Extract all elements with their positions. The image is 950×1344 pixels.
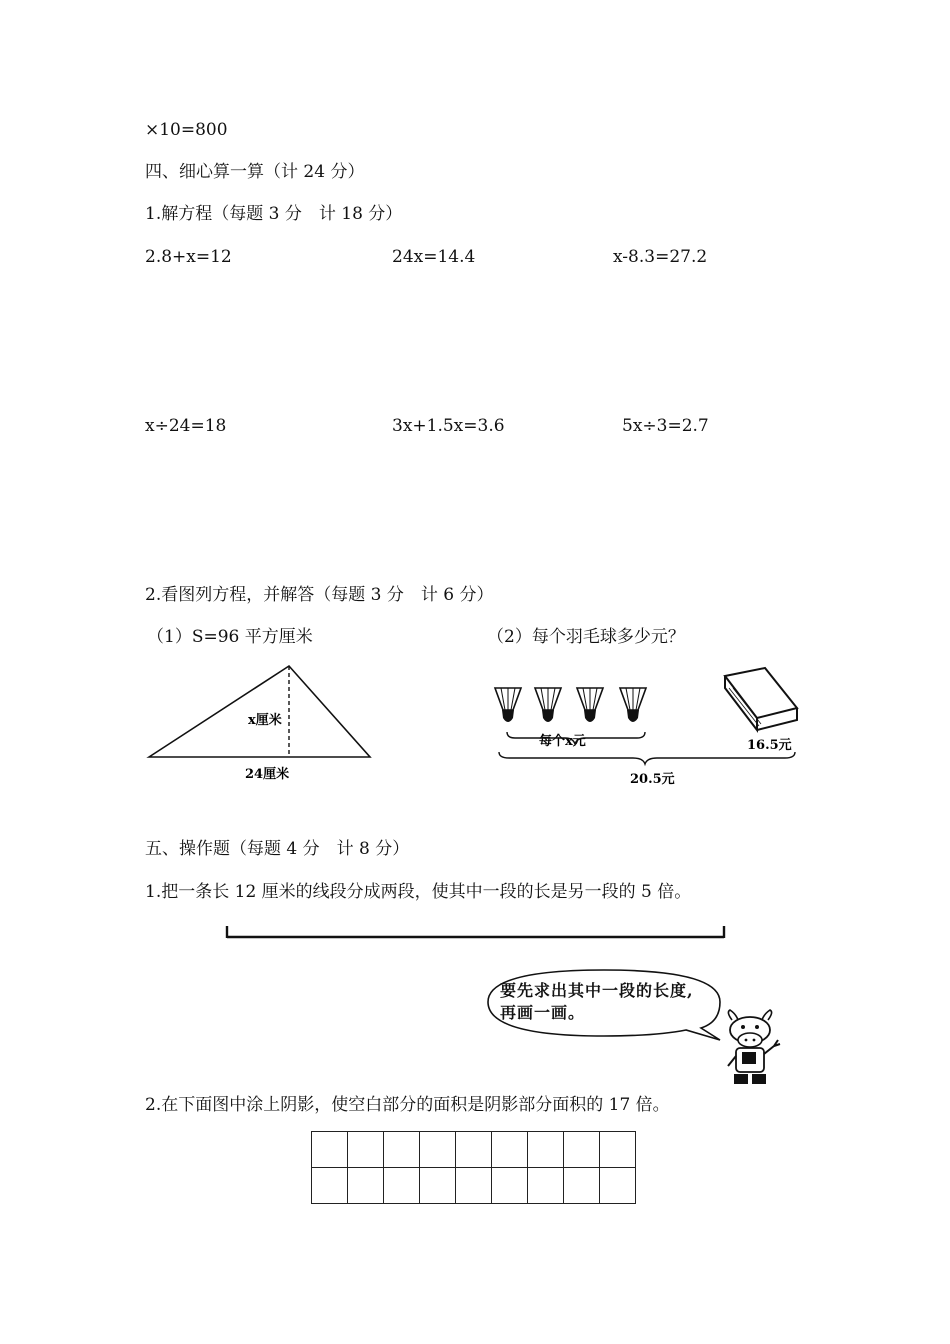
book-price-label: 16.5元 — [747, 738, 792, 753]
grid-row — [312, 1132, 636, 1168]
shuttlecock-figure — [485, 660, 805, 800]
shuttlecock-icon — [620, 688, 646, 722]
grid-row — [312, 1168, 636, 1204]
each-price-label: 每个x元 — [539, 734, 586, 749]
section5-title: 五、操作题（每题 4 分 计 8 分） — [145, 839, 410, 859]
grid-cell[interactable] — [600, 1132, 636, 1168]
grid-cell[interactable] — [564, 1168, 600, 1204]
shuttlecock-icon — [535, 688, 561, 722]
equation-3: x-8.3=27.2 — [613, 247, 708, 267]
grid-cell[interactable] — [312, 1132, 348, 1168]
equation-1: 2.8+x=12 — [145, 247, 232, 267]
grid-cell[interactable] — [528, 1168, 564, 1204]
triangle-height-label: x厘米 — [248, 713, 282, 728]
triangle-figure — [140, 660, 380, 790]
grid-cell[interactable] — [384, 1168, 420, 1204]
equation-5: 3x+1.5x=3.6 — [392, 416, 505, 436]
grid-cell[interactable] — [420, 1132, 456, 1168]
grid-cell[interactable] — [456, 1132, 492, 1168]
equation-4: x÷24=18 — [145, 416, 227, 436]
figure1-caption: （1）S=96 平方厘米 — [147, 627, 313, 647]
grid-cell[interactable] — [492, 1168, 528, 1204]
section5-q1-text: 1.把一条长 12 厘米的线段分成两段，使其中一段的长是另一段的 5 倍。 — [145, 882, 692, 902]
triangle-base-label: 24厘米 — [245, 767, 290, 782]
figure2-caption: （2）每个羽毛球多少元？ — [487, 627, 685, 647]
equation-2: 24x=14.4 — [392, 247, 476, 267]
equation-6: 5x÷3=2.7 — [622, 416, 709, 436]
bubble-line-2: 再画一画。 — [500, 1003, 586, 1022]
grid-cell[interactable] — [600, 1168, 636, 1204]
bubble-line-1: 要先求出其中一段的长度, — [500, 981, 694, 1000]
grid-cell[interactable] — [564, 1132, 600, 1168]
grid-cell[interactable] — [456, 1168, 492, 1204]
grid-cell[interactable] — [312, 1168, 348, 1204]
q2-title: 2.看图列方程，并解答（每题 3 分 计 6 分） — [145, 585, 494, 605]
grid-cell[interactable] — [348, 1132, 384, 1168]
grid-cell[interactable] — [492, 1132, 528, 1168]
grid-cell[interactable] — [384, 1132, 420, 1168]
grid-cell[interactable] — [528, 1132, 564, 1168]
section5-q2-text: 2.在下面图中涂上阴影，使空白部分的面积是阴影部分面积的 17 倍。 — [145, 1095, 670, 1115]
grid-cell[interactable] — [348, 1168, 384, 1204]
shuttlecock-icon — [577, 688, 603, 722]
top-equation-fragment: ×10=800 — [145, 120, 228, 140]
line-segment — [224, 924, 728, 942]
grid-cell[interactable] — [420, 1168, 456, 1204]
shuttlecock-icon — [495, 688, 521, 722]
section4-title: 四、细心算一算（计 24 分） — [145, 162, 365, 182]
total-price-label: 20.5元 — [630, 772, 675, 787]
total-brace — [499, 752, 795, 764]
triangle-shape — [149, 666, 370, 757]
shading-grid — [311, 1131, 636, 1204]
cartoon-cow-icon — [720, 1010, 790, 1092]
q1-title: 1.解方程（每题 3 分 计 18 分） — [145, 204, 403, 224]
book-icon — [725, 668, 797, 730]
